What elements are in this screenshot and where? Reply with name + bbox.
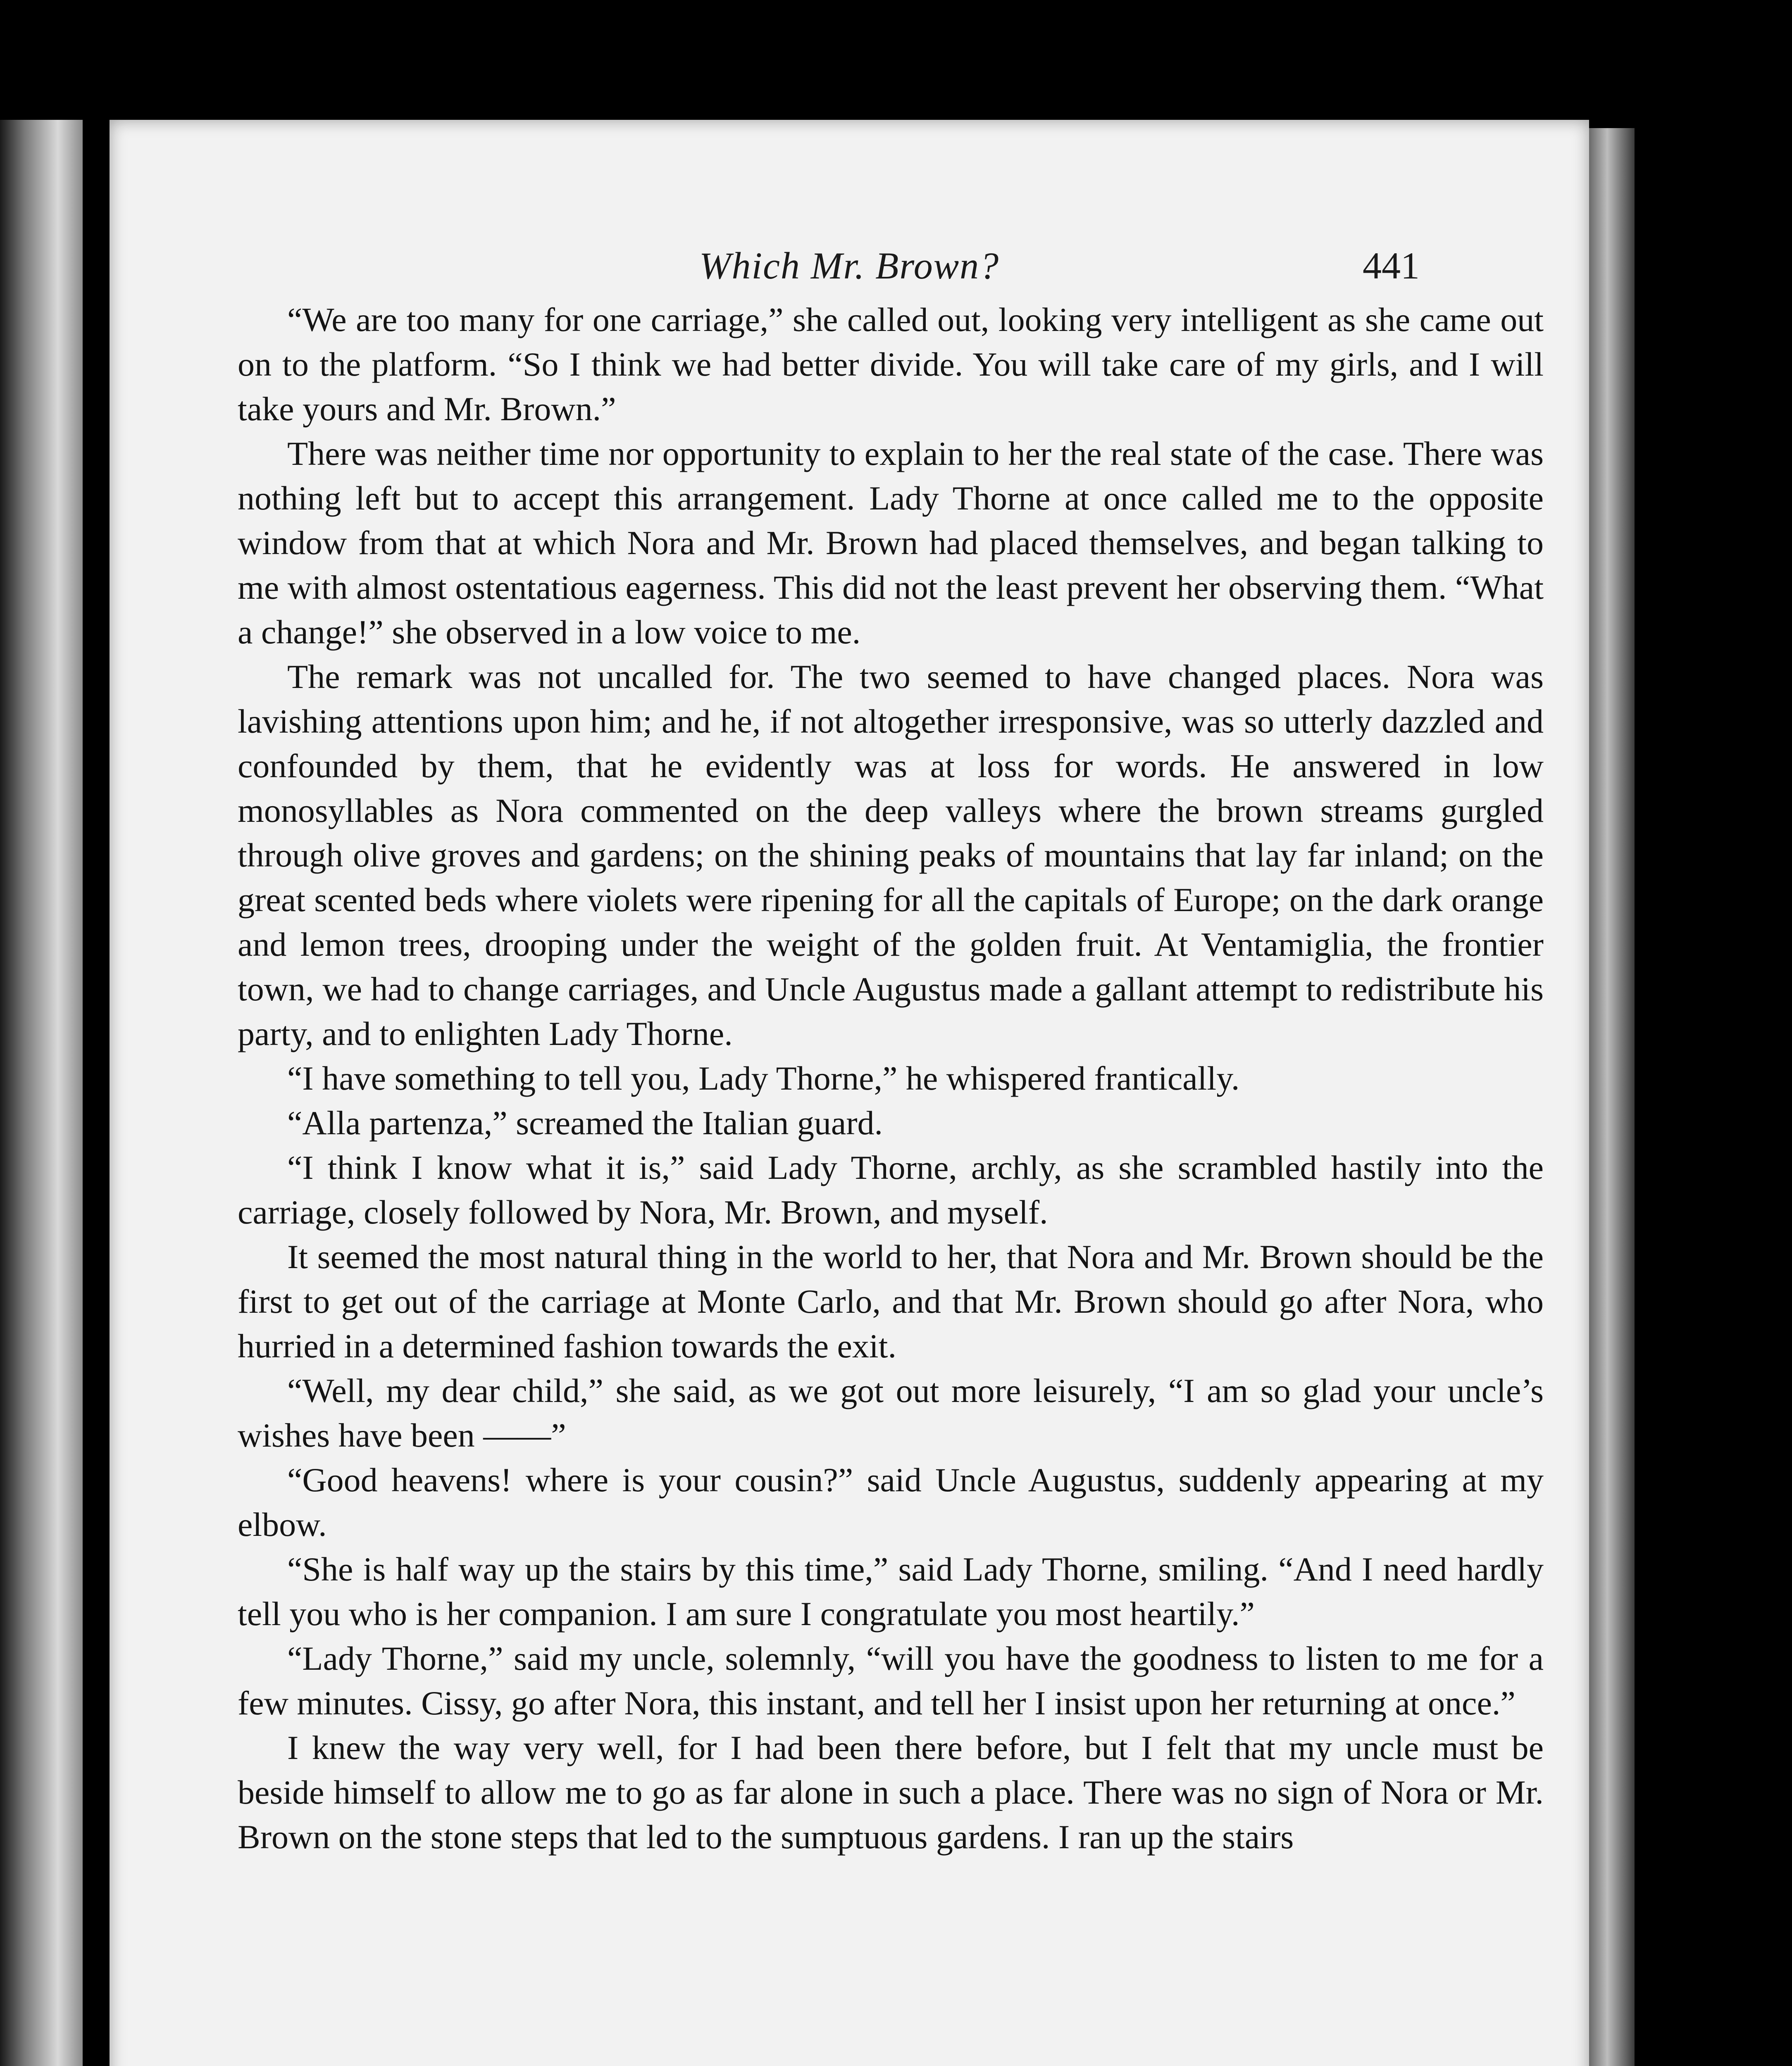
paragraph: I knew the way very well, for I had been there before, but I felt that my uncle must be beside himself to allow me to go as far alone in such a place. There was no sign of Nora or Mr. Brown on the stone steps that led to the sumptuous gardens. I ran up the stairs bbox=[238, 1729, 1544, 1856]
paragraph: “I have something to tell you, Lady Thorne,” he whispered frantically. bbox=[287, 1059, 1240, 1097]
left-page-edge bbox=[0, 120, 83, 2066]
book-page bbox=[110, 120, 1589, 2066]
paragraph: “Alla partenza,” screamed the Italian guard. bbox=[287, 1104, 883, 1142]
paragraph: “We are too many for one carriage,” she called out, looking very intelligent as she came out on to the platform. “So I think we had better divide. You will take care of my girls, and I will take yours and Mr. Brown.” bbox=[238, 301, 1544, 428]
paragraph: The remark was not uncalled for. The two seemed to have changed places. Nora was lavishing attentions upon him; and he, if not altogether irresponsive, was so utterly dazzled and confounded by them, that he evidently was at loss for words. He answered in low monosyllables as Nora commented on the deep valleys where the brown streams gurgled through olive groves and gardens; on the shining peaks of mountains that lay far inland; on the great scented beds where violets were ripening for all the capitals of Europe; on the dark orange and lemon trees, drooping under the weight of the golden fruit. At Ventamiglia, the frontier town, we had to change carriages, and Uncle Augustus made a gallant attempt to redistribute his party, and to enlighten Lady Thorne. bbox=[238, 658, 1544, 1052]
page-number: 441 bbox=[1363, 245, 1420, 287]
paragraph: It seemed the most natural thing in the world to her, that Nora and Mr. Brown should be the first to get out of the carriage at Monte Carlo, and that Mr. Brown should go after Nora, who hurried in a determined fashion towards the exit. bbox=[238, 1238, 1544, 1365]
paragraph: “Well, my dear child,” she said, as we got out more leisurely, “I am so glad your uncle’s wishes have been ——” bbox=[238, 1372, 1544, 1454]
paragraph: “I think I know what it is,” said Lady Thorne, archly, as she scrambled hastily into the carriage, closely followed by Nora, Mr. Brown, and myself. bbox=[238, 1149, 1544, 1231]
paragraph: “Lady Thorne,” said my uncle, solemnly, “will you have the goodness to listen to me for a few minutes. Cissy, go after Nora, this instant, and tell her I insist upon her returning at once.” bbox=[238, 1640, 1544, 1722]
paragraph: There was neither time nor opportunity to explain to her the real state of the case. There was nothing left but to accept this arrangement. Lady Thorne at once called me to the opposite window from that at which Nora and Mr. Brown had placed themselves, and began talking to me with almost ostentatious eagerness. This did not the least prevent her observing them. “What a change!” she observed in a low voice to me. bbox=[238, 435, 1544, 651]
running-title: Which Mr. Brown? bbox=[699, 245, 1000, 287]
right-page-edge bbox=[1589, 128, 1635, 2066]
paragraph: “She is half way up the stairs by this time,” said Lady Thorne, smiling. “And I need hardly tell you who is her companion. I am sure I congratulate you most heartily.” bbox=[238, 1550, 1544, 1633]
body-text bbox=[238, 298, 1544, 1859]
paragraph: “Good heavens! where is your cousin?” said Uncle Augustus, suddenly appearing at my elbow. bbox=[238, 1461, 1544, 1543]
